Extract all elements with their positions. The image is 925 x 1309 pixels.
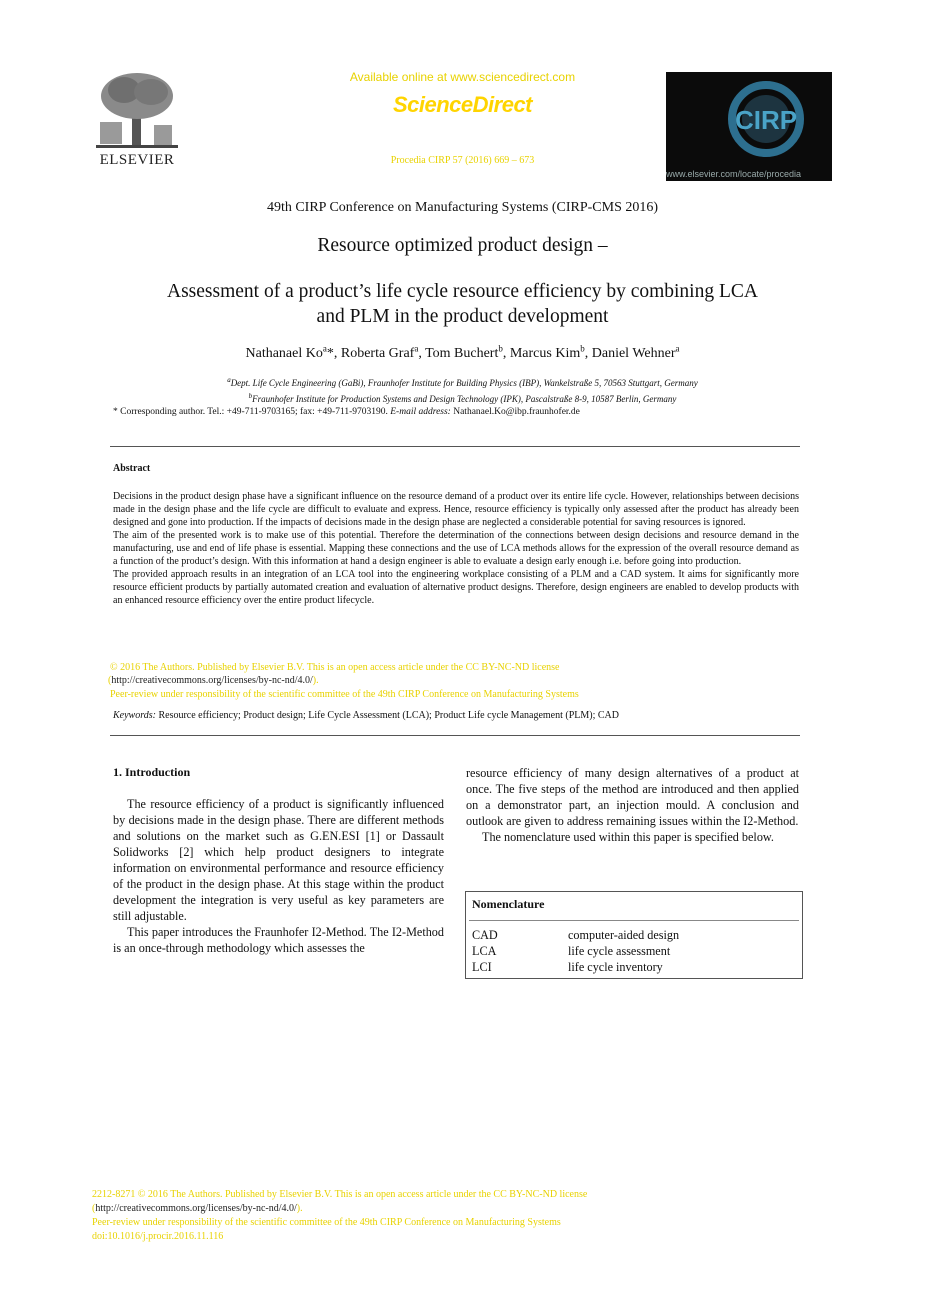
body-paragraph: The nomenclature used within this paper is specified below. bbox=[482, 830, 774, 844]
nomenclature-row: LCI life cycle inventory bbox=[472, 960, 663, 974]
author: Tom Buchert$^b$, bbox=[425, 343, 510, 361]
cover-url: www.elsevier.com/locate/procedia bbox=[666, 169, 802, 179]
journal-reference: Procedia CIRP 57 (2016) 669 – 673 bbox=[390, 155, 535, 166]
affiliation: $^b$Fraunhofer Institute for Production Systems and Design Technology (IPK), Pascalstraße 8-9, 10587 Berlin, Germany bbox=[248, 392, 677, 404]
nomenclature-heading: Nomenclature bbox=[469, 895, 799, 921]
cirp-logo-icon bbox=[666, 72, 832, 167]
elsevier-tree-icon bbox=[94, 70, 180, 150]
license-link[interactable]: http://creativecommons.org/licenses/by-nc-nd/4.0/ bbox=[111, 675, 313, 686]
footer-license-url: (http://creativecommons.org/licenses/by-nc-nd/4.0/). bbox=[92, 1203, 303, 1214]
paper-subtitle bbox=[80, 279, 845, 329]
license-line: © 2016 The Authors. Published by Elsevier B.V. This is an open access article under the CC BY-NC-ND license bbox=[110, 662, 560, 673]
nomenclature-row: LCA life cycle assessment bbox=[472, 944, 671, 958]
journal-cover-image bbox=[666, 72, 832, 181]
email-link[interactable]: Nathanael.Ko@ibp.fraunhofer.de bbox=[450, 407, 580, 417]
affiliation: $^a$Dept. Life Cycle Engineering (GaBi), Fraunhofer Institute for Building Physics (IBP), Wankelstraße 5, 70563 Stuttgart, Germany bbox=[227, 376, 698, 388]
footer-copyright: 2212-8271 © 2016 The Authors. Published by Elsevier B.V. This is an open access article under the CC BY-NC-ND license bbox=[92, 1189, 588, 1200]
body-paragraph: The resource efficiency of a product is significantly influenced by decisions made in the design phase. There are different methods and solutions on the market such as G.EN.ESI [1] or Dassault Solidworks [2] which help product designers to integrate information on environmental performance and resource efficiency of the product in the design phase. At this stage within the product development the integration is very useful as key parameters are still adjustable. bbox=[113, 797, 444, 923]
divider bbox=[110, 446, 800, 447]
author: Nathanael Ko$^a$*, bbox=[245, 343, 341, 361]
keywords: Keywords: Resource efficiency; Product design; Life Cycle Assessment (LCA); Product Life cycle Management (PLM); CAD bbox=[113, 710, 620, 721]
publisher-name: ELSEVIER bbox=[99, 152, 175, 168]
cirp-logo-text: CIRP bbox=[734, 105, 798, 135]
author: Roberta Graf$^a$, bbox=[340, 343, 426, 361]
abstract-body bbox=[113, 490, 799, 607]
paper-title: Resource optimized product design – bbox=[317, 235, 608, 256]
abstract-heading: Abstract bbox=[113, 463, 151, 474]
footer-doi[interactable]: doi:10.1016/j.procir.2016.11.116 bbox=[92, 1231, 224, 1242]
affiliations bbox=[80, 374, 845, 406]
divider bbox=[110, 735, 800, 736]
author-list bbox=[80, 343, 845, 362]
body-paragraph: resource efficiency of many design alternatives of a product at once. The five steps of the method are introduced and then applied on a demonstrator part, an injection mould. A conclusion and outlook are given to address remaining issues within the I2-Method. bbox=[466, 766, 799, 828]
abstract-paragraph: The aim of the presented work is to make use of this potential. Therefore the determination of the connections between design decisions and resource demand in the manufacturing, use and end of life phase is essential. Mapping these connections and the use of LCA methods allows for the expression of the overall resource demand as a function of the product’s design. With this information at hand a design engineer is able to evaluate a design early enough i.e. before going into production. bbox=[113, 530, 799, 567]
peer-review-line: Peer-review under responsibility of the scientific committee of the 49th CIRP Conference on Manufacturing Systems bbox=[110, 689, 579, 700]
footer-license-link[interactable]: http://creativecommons.org/licenses/by-nc-nd/4.0/ bbox=[95, 1203, 297, 1214]
license-url-line: (http://creativecommons.org/licenses/by-nc-nd/4.0/). bbox=[108, 675, 319, 686]
section-heading: 1. Introduction bbox=[113, 765, 191, 779]
abstract-paragraph: Decisions in the product design phase have a significant influence on the resource demand of a product over its entire life cycle. However, relationships between decisions made in the design phase and the life cycle are difficult to evaluate and express. Hence, resource efficiency is typically only assessed after the product has already been designed and gone into production. If the impacts of decisions made in the design phase are neglected a considerable potential for saving resources is ignored. bbox=[113, 491, 799, 528]
sciencedirect-logo: ScienceDirect bbox=[392, 92, 533, 117]
subtitle-line-1: Assessment of a product’s life cycle resource efficiency by combining LCA bbox=[167, 281, 758, 302]
nomenclature-row: CAD computer-aided design bbox=[472, 928, 680, 942]
elsevier-logo bbox=[94, 70, 180, 170]
conference-name: 49th CIRP Conference on Manufacturing Systems (CIRP-CMS 2016) bbox=[266, 200, 659, 215]
right-column bbox=[466, 765, 799, 845]
footer-peer-review: Peer-review under responsibility of the scientific committee of the 49th CIRP Conference on Manufacturing Systems bbox=[92, 1217, 561, 1228]
subtitle-line-2: and PLM in the product development bbox=[316, 306, 609, 327]
author: Daniel Wehner$^a$ bbox=[591, 343, 680, 361]
left-column bbox=[113, 796, 444, 956]
corresponding-author: * Corresponding author. Tel.: +49-711-9703165; fax: +49-711-9703190. E-mail address: Nathanael.Ko@ibp.fraunhofer.de bbox=[113, 407, 580, 417]
available-online-link[interactable]: Available online at www.sciencedirect.com bbox=[349, 70, 576, 84]
author: Marcus Kim$^b$, bbox=[509, 343, 592, 361]
abstract-paragraph: The provided approach results in an integration of an LCA tool into the engineering workplace consisting of a PLM and a CAD system. It aims for significantly more resource efficient products by partially automated creation and evaluation of alternative product designs. Therefore, design engineers are enabled to develop products with an enhanced resource efficiency over the entire product lifecycle. bbox=[113, 569, 799, 606]
nomenclature-box bbox=[465, 891, 803, 979]
body-paragraph: This paper introduces the Fraunhofer I2-Method. The I2-Method is an once-through methodology which assesses the bbox=[113, 925, 444, 955]
